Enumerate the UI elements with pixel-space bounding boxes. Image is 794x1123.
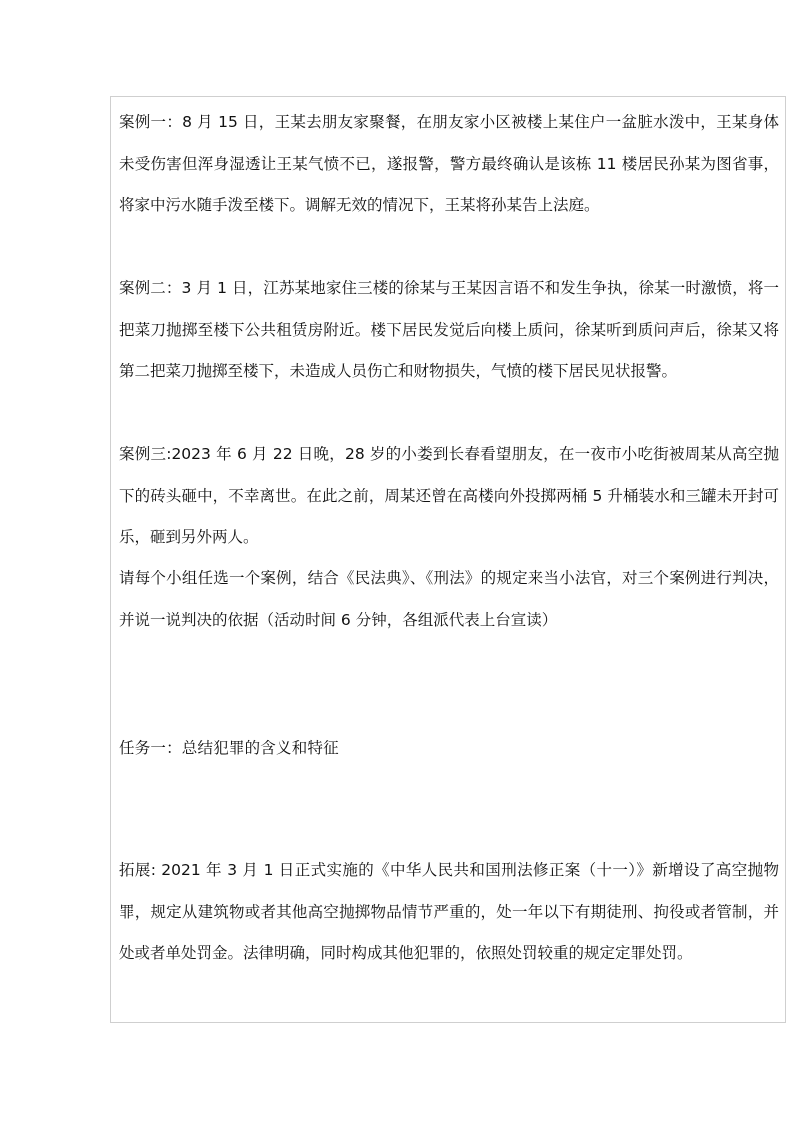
case-3-text: 案例三:2023 年 6 月 22 日晚，28 岁的小娄到长春看望朋友，在一夜市小吃街被周某从高空抛下的砖头砸中，不幸离世。在此之前，周某还曾在高楼向外投掷两桶 5 升桶装水和三罐未开封可乐，砸到另外两人。 bbox=[119, 445, 779, 546]
case-1-text: 案例一：8 月 15 日，王某去朋友家聚餐，在朋友家小区被楼上某住户一盆脏水泼中，王某身体未受伤害但浑身湿透让王某气愤不已，遂报警，警方最终确认是该栋 11 楼居民孙某为图省事，将家中污水随手泼至楼下。调解无效的情况下，王某将孙某告上法庭。 bbox=[119, 113, 779, 214]
extension-text: 拓展: 2021 年 3 月 1 日正式实施的《中华人民共和国刑法修正案（十一）》新增设了高空抛物罪，规定从建筑物或者其他高空抛掷物品情节严重的，处一年以下有期徒刑、拘役或者管制，并处或者单处罚金。法律明确，同时构成其他犯罪的，依照处罚较重的规定定罪处罚。 bbox=[119, 861, 779, 962]
activity-instruction: 请每个小组任选一个案例，结合《民法典》、《刑法》的规定来当小法官，对三个案例进行判决，并说一说判决的依据（活动时间 6 分钟，各组派代表上台宣读） bbox=[119, 569, 779, 629]
case-2-text: 案例二：3 月 1 日，江苏某地家住三楼的徐某与王某因言语不和发生争执，徐某一时激愤，将一把菜刀抛掷至楼下公共租赁房附近。楼下居民发觉后向楼上质问，徐某听到质问声后，徐某又将第二把菜刀抛掷至楼下，未造成人员伤亡和财物损失，气愤的楼下居民见状报警。 bbox=[119, 279, 779, 380]
task-1-heading: 任务一：总结犯罪的含义和特征 bbox=[119, 739, 339, 757]
